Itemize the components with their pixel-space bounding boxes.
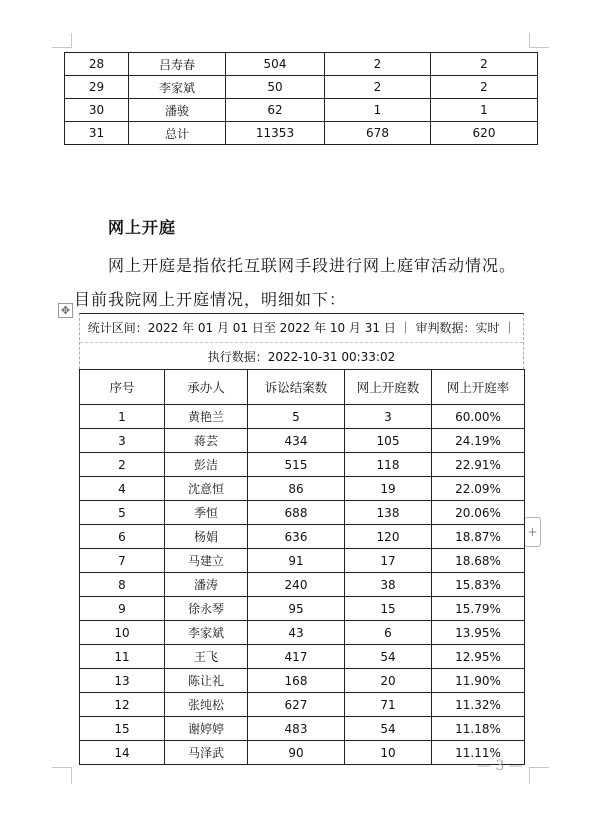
table-cell: 1 [431, 99, 538, 122]
crop-mark-bottom-left-v [71, 767, 72, 784]
table-cell: 54 [345, 717, 432, 741]
table-cell: 2 [80, 453, 165, 477]
table-cell: 5 [248, 405, 345, 429]
table-cell: 62 [226, 99, 325, 122]
table-cell: 90 [248, 741, 345, 765]
column-header: 网上开庭率 [432, 370, 525, 405]
table-cell: 19 [345, 477, 432, 501]
table-row [80, 477, 525, 501]
table-cell: 蒋芸 [165, 429, 248, 453]
crop-mark-bottom-right-h [529, 767, 549, 768]
table-cell: 2 [431, 53, 538, 76]
table-cell: 8 [80, 573, 165, 597]
table-row [80, 525, 525, 549]
table-row-total [65, 122, 538, 145]
section-paragraph: 网上开庭是指依托互联网手段进行网上庭审活动情况。 [108, 256, 517, 275]
table-cell: 15 [345, 597, 432, 621]
table-cell: 10 [345, 741, 432, 765]
table-cell: 徐永琴 [165, 597, 248, 621]
table-cell: 6 [80, 525, 165, 549]
plus-icon[interactable]: + [524, 517, 541, 547]
table-cell: 620 [431, 122, 538, 145]
online-hearing-table [79, 369, 525, 765]
column-header: 诉讼结案数 [248, 370, 345, 405]
table-cell: 417 [248, 645, 345, 669]
table-cell: 10 [80, 621, 165, 645]
table-cell: 15.83% [432, 573, 525, 597]
section-paragraph: 目前我院网上开庭情况，明细如下： [74, 290, 347, 309]
table-cell: 95 [248, 597, 345, 621]
table-row [80, 645, 525, 669]
table-cell: 240 [248, 573, 345, 597]
table-row [80, 597, 525, 621]
table-cell: 138 [345, 501, 432, 525]
table-cell: 11.18% [432, 717, 525, 741]
table-cell: 6 [345, 621, 432, 645]
table-cell: 季恒 [165, 501, 248, 525]
table-cell: 12.95% [432, 645, 525, 669]
table-cell: 86 [248, 477, 345, 501]
table-cell: 4 [80, 477, 165, 501]
table-cell: 168 [248, 669, 345, 693]
table-cell: 14 [80, 741, 165, 765]
table-cell: 2 [325, 76, 431, 99]
table-cell: 13 [80, 669, 165, 693]
table-cell: 11353 [226, 122, 325, 145]
table-row [65, 99, 538, 122]
table-row [80, 693, 525, 717]
table-cell: 杨娟 [165, 525, 248, 549]
table-cell: 马泽武 [165, 741, 248, 765]
table-cell: 3 [345, 405, 432, 429]
table-cell: 彭洁 [165, 453, 248, 477]
column-header: 承办人 [165, 370, 248, 405]
table-cell: 吕寿春 [129, 53, 226, 76]
table-row [80, 405, 525, 429]
section-heading: 网上开庭 [108, 218, 177, 237]
table-cell: 潘涛 [165, 573, 248, 597]
table-cell: 沈意恒 [165, 477, 248, 501]
table-row [65, 76, 538, 99]
table-row [80, 573, 525, 597]
table-cell: 50 [226, 76, 325, 99]
stats-info-box [79, 313, 524, 369]
table-cell: 504 [226, 53, 325, 76]
table-cell: 1 [325, 99, 431, 122]
table-cell: 20 [345, 669, 432, 693]
crop-mark-top-right-v [529, 33, 530, 48]
table-cell: 3 [80, 429, 165, 453]
table-cell: 43 [248, 621, 345, 645]
table-cell: 24.19% [432, 429, 525, 453]
table-row [80, 717, 525, 741]
table-row [80, 501, 525, 525]
table-cell: 李家斌 [165, 621, 248, 645]
table-cell: 13.95% [432, 621, 525, 645]
crop-mark-top-left-h [52, 47, 72, 48]
table-cell: 483 [248, 717, 345, 741]
table-cell: 18.68% [432, 549, 525, 573]
crop-mark-bottom-left-h [52, 767, 72, 768]
table-cell: 627 [248, 693, 345, 717]
table-cell: 678 [325, 122, 431, 145]
table-cell: 118 [345, 453, 432, 477]
crop-mark-top-left-v [71, 33, 72, 48]
table-cell: 515 [248, 453, 345, 477]
table-cell: 60.00% [432, 405, 525, 429]
table-row [80, 741, 525, 765]
table-cell: 30 [65, 99, 129, 122]
table-row [80, 453, 525, 477]
table-cell: 李家斌 [129, 76, 226, 99]
table-cell: 谢婷婷 [165, 717, 248, 741]
column-header: 网上开庭数 [345, 370, 432, 405]
table-cell: 15 [80, 717, 165, 741]
table-cell: 马建立 [165, 549, 248, 573]
table-cell: 2 [325, 53, 431, 76]
table-row [65, 53, 538, 76]
table-cell: 11.32% [432, 693, 525, 717]
table-cell: 31 [65, 122, 129, 145]
table-cell: 105 [345, 429, 432, 453]
table-cell: 22.09% [432, 477, 525, 501]
table-row [80, 429, 525, 453]
table-cell: 王飞 [165, 645, 248, 669]
table-cell: 22.91% [432, 453, 525, 477]
table-cell: 11.90% [432, 669, 525, 693]
table-cell: 120 [345, 525, 432, 549]
stats-period-line: 统计区间：2022 年 01 月 01 日至 2022 年 10 月 31 日 ｜ 审判数据：实时 ｜ [80, 314, 523, 343]
table-cell: 陈让礼 [165, 669, 248, 693]
table-row [80, 549, 525, 573]
move-cross-icon[interactable]: ✥ [58, 303, 73, 318]
table-cell: 12 [80, 693, 165, 717]
table-cell: 15.79% [432, 597, 525, 621]
page-number: — 3 — [477, 758, 523, 774]
table-cell: 11.11% [432, 741, 525, 765]
previous-table-continuation [64, 52, 538, 145]
table-cell: 张纯松 [165, 693, 248, 717]
table-cell: 17 [345, 549, 432, 573]
column-header: 序号 [80, 370, 165, 405]
table-cell: 总计 [129, 122, 226, 145]
crop-mark-top-right-h [529, 47, 549, 48]
table-cell: 7 [80, 549, 165, 573]
table-cell: 1 [80, 405, 165, 429]
crop-mark-bottom-right-v [529, 767, 530, 784]
table-cell: 潘骏 [129, 99, 226, 122]
table-cell: 9 [80, 597, 165, 621]
table-cell: 91 [248, 549, 345, 573]
table-cell: 20.06% [432, 501, 525, 525]
table-cell: 29 [65, 76, 129, 99]
table-cell: 18.87% [432, 525, 525, 549]
table-row [80, 621, 525, 645]
table-cell: 71 [345, 693, 432, 717]
table-cell: 434 [248, 429, 345, 453]
table-cell: 54 [345, 645, 432, 669]
table-header-row [80, 370, 525, 405]
table-cell: 38 [345, 573, 432, 597]
stats-timestamp-line: 执行数据：2022-10-31 00:33:02 [207, 350, 396, 364]
table-cell: 636 [248, 525, 345, 549]
table-cell: 688 [248, 501, 345, 525]
table-cell: 11 [80, 645, 165, 669]
table-cell: 28 [65, 53, 129, 76]
table-cell: 黄艳兰 [165, 405, 248, 429]
table-cell: 2 [431, 76, 538, 99]
table-cell: 5 [80, 501, 165, 525]
table-row [80, 669, 525, 693]
